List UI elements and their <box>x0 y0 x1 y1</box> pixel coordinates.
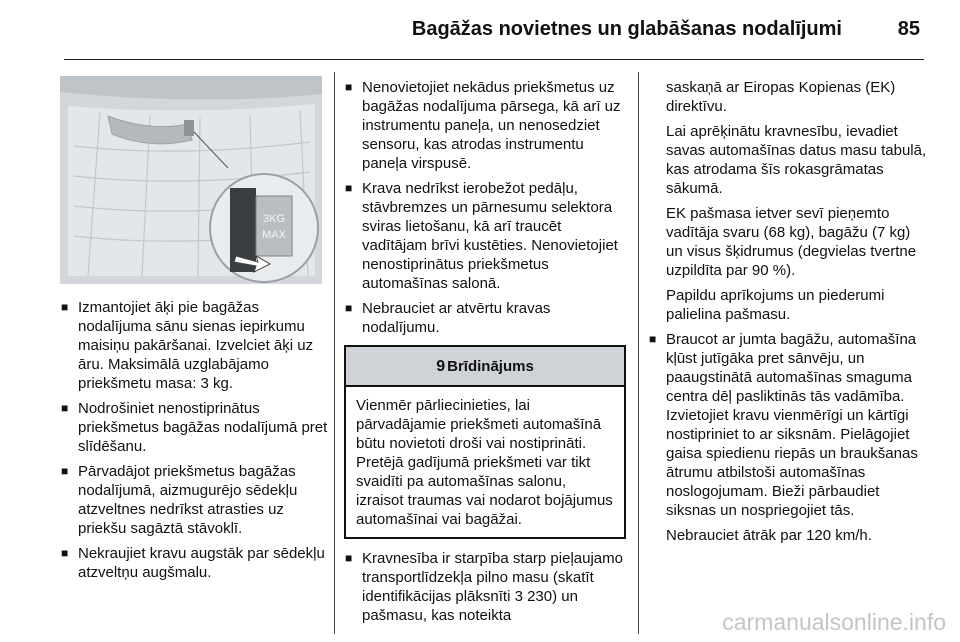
warning-title: Brīdinājums <box>447 357 534 375</box>
bullet-square-icon: ■ <box>61 401 69 415</box>
list-item: ■ Pārvadājot priekšmetus bagāžas nodalījumā, aizmugurējo sēdekļu atzveltnes nedrīkst atrasties uz priekšu sagāztā stāvoklī. <box>61 463 298 537</box>
list-item: ■ Nebrauciet ar atvērtu kravas nodalījumu. <box>345 300 551 336</box>
bullet-square-icon: ■ <box>649 332 657 346</box>
list-item: ■ Izmantojiet āķi pie bagāžas nodalījuma sānu sienas iepirkumu maisiņu pakāršanai. Izvelciet āķi uz āru. Maksimālā uzglabājamo priekšmetu masa: 3 kg. <box>61 299 314 392</box>
bullet-square-icon: ■ <box>345 80 353 94</box>
bullet-square-icon: ■ <box>345 181 353 195</box>
bullet-square-icon: ■ <box>61 546 69 560</box>
hook-label-max: MAX <box>262 229 286 241</box>
list-item: ■ Braucot ar jumta bagāžu, automašīna kļūst jutīgāka pret sānvēju, un paaugstinātā automašīnas smaguma centra dēļ pasliktinās tās vadāmība. Izvietojiet kravu vienmērīgi un kārtīgi nostipriniet to ar siksnām. Pielāgojiet gaisa spiedienu riepās un braukšanas ātrumu atbilstoši automašīnas noslogojumam. Bieži pārbaudiet siksnas un nospriegojiet tās. <box>649 331 918 519</box>
warning-box <box>344 345 626 539</box>
hook-label-weight: 3KG <box>262 213 286 225</box>
column-2-text <box>344 78 626 631</box>
paragraph: Lai aprēķinātu kravnesību, ievadiet savas automašīnas datus masu tabulā, kas atrodama šīs rokasgrāmatas sākumā. <box>666 123 927 197</box>
column-1-text <box>60 298 330 588</box>
warning-triangle-icon: 9 <box>436 357 446 375</box>
watermark: carmanualsonline.info <box>722 609 946 635</box>
column-3-text <box>648 78 928 551</box>
header-rule <box>64 59 924 60</box>
bullet-square-icon: ■ <box>61 464 69 478</box>
bullet-square-icon: ■ <box>61 300 69 314</box>
paragraph: EK pašmasa ietver sevī pieņemto vadītāja svaru (68 kg), bagāžu (7 kg) un visus šķidrumus (degvielas tvertne uzpildīta par 90 %). <box>666 205 917 279</box>
bullet-square-icon: ■ <box>345 551 353 565</box>
list-item: ■ Nodrošiniet nenostiprinātus priekšmetus bagāžas nodalījumā pret slīdēšanu. <box>61 400 328 455</box>
paragraph: Nebrauciet ātrāk par 120 km/h. <box>666 527 872 544</box>
list-item: ■ Kravnesība ir starpība starp pieļaujamo transportlīdzekļa pilno masu (skatīt identifikācijas plāksnīti 3 230) un pašmasu, kas noteikta <box>345 550 623 624</box>
warning-header <box>346 347 624 387</box>
column-divider-2 <box>638 72 639 634</box>
page-header-title: Bagāžas novietnes un glabāšanas nodalījumi <box>411 18 842 40</box>
bullet-square-icon: ■ <box>345 301 353 315</box>
column-divider-1 <box>334 72 335 634</box>
list-item: ■ Nenovietojiet nekādus priekšmetus uz bagāžas nodalījuma pārsega, kā arī uz instrumentu paneļa, un nenosedziet sensoru, kas atrodas instrumentu paneļa virspusē. <box>345 79 621 172</box>
paragraph: saskaņā ar Eiropas Kopienas (EK) direktīvu. <box>666 79 896 115</box>
page-number: 85 <box>897 18 920 40</box>
trunk-hook-illustration <box>60 76 322 284</box>
warning-text: Vienmēr pārliecinieties, lai pārvadājamie priekšmeti automašīnā būtu novietoti droši vai nostiprināti. Pretējā gadījumā priekšmeti var tikt svaidīti pa automašīnas salonu, izraisot traumas vai nodarot bojājumus automašīnai vai bagāžai. <box>356 397 613 528</box>
paragraph: Papildu aprīkojums un piederumi palielina pašmasu. <box>666 287 885 323</box>
list-item: ■ Krava nedrīkst ierobežot pedāļu, stāvbremzes un pārnesumu selektora sviras lietošanu, kā arī traucēt vadītājam brīvi kustēties. Nenovietojiet nenostiprinātus priekšmetus automašīnas salonā. <box>345 180 618 292</box>
list-item: ■ Nekraujiet kravu augstāk par sēdekļu atzveltņu augšmalu. <box>61 545 325 581</box>
